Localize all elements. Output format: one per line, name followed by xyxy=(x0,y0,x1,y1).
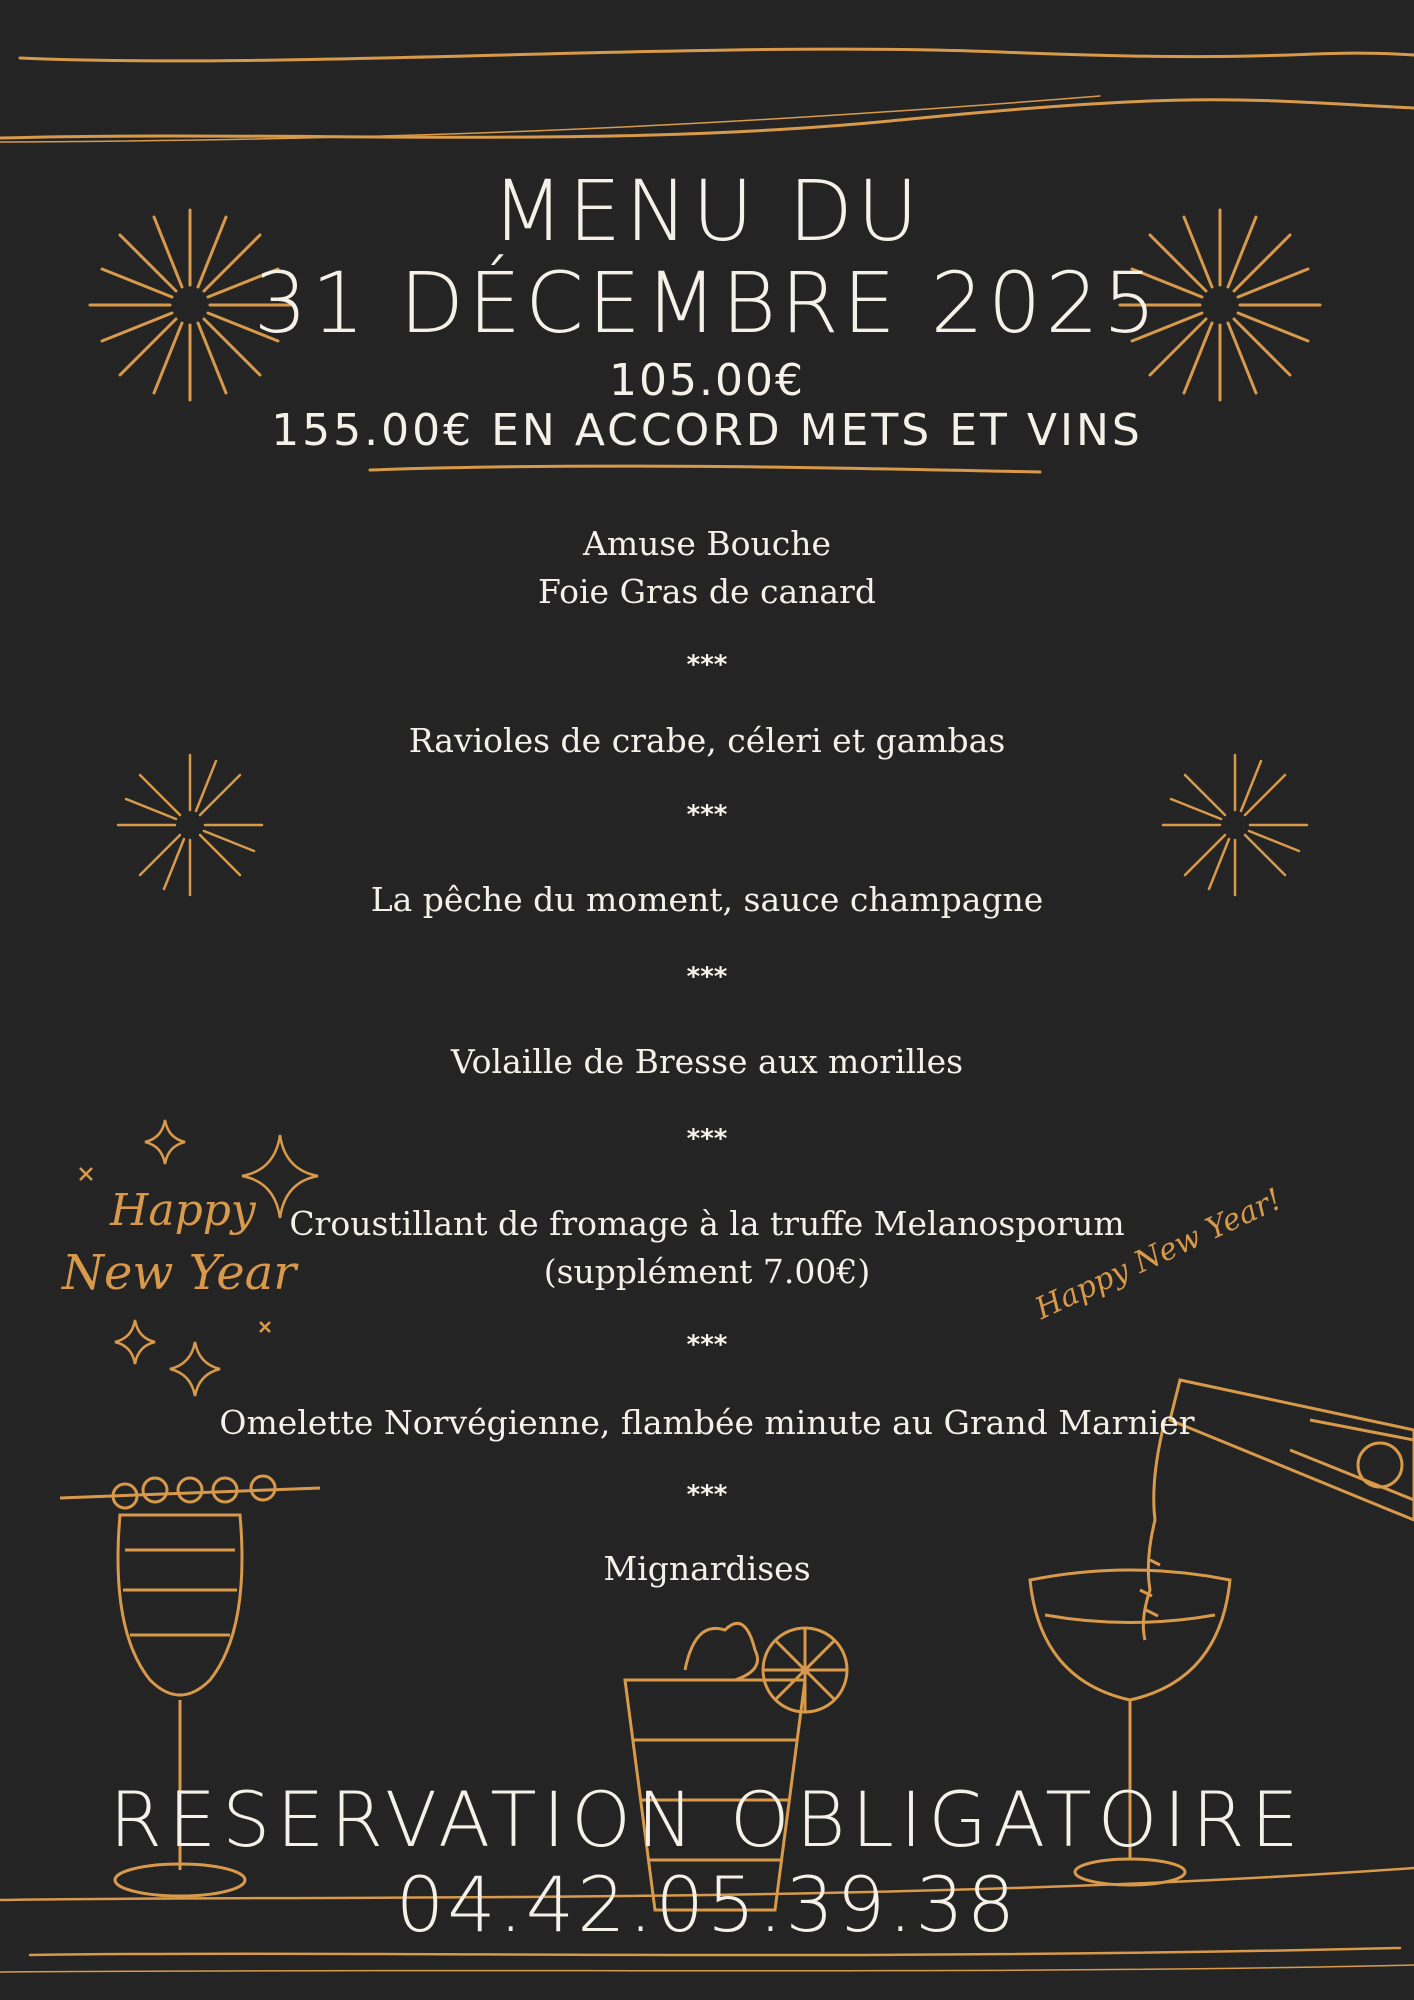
course-separator: *** xyxy=(686,962,728,992)
reservation-required-text: RESERVATION OBLIGATOIRE xyxy=(109,1775,1305,1864)
menu-price: 105.00€ xyxy=(609,355,805,406)
course-separator: *** xyxy=(686,1330,728,1360)
title-line-1: MENU DU xyxy=(491,162,923,260)
phone-number: 04.42.05.39.38 xyxy=(395,1860,1019,1949)
happy-new-year-right-text: Happy New Year! xyxy=(1030,1181,1288,1327)
course-croustillant-supplement: (supplément 7.00€) xyxy=(543,1252,871,1291)
course-croustillant: Croustillant de fromage à la truffe Melanosporum xyxy=(289,1204,1125,1243)
course-peche: La pêche du moment, sauce champagne xyxy=(370,880,1044,919)
new-year-script-text: New Year xyxy=(62,1245,297,1301)
happy-script-text: Happy xyxy=(110,1185,256,1236)
menu-title xyxy=(0,162,1414,352)
course-amuse-bouche: Amuse Bouche xyxy=(583,524,831,563)
course-mignardises: Mignardises xyxy=(603,1549,811,1588)
course-separator: *** xyxy=(686,1480,728,1510)
title-line-2: 31 DÉCEMBRE 2025 xyxy=(253,254,1161,352)
course-omelette: Omelette Norvégienne, flambée minute au Grand Marnier xyxy=(219,1403,1195,1442)
course-ravioles: Ravioles de crabe, céleri et gambas xyxy=(408,721,1006,760)
course-volaille: Volaille de Bresse aux morilles xyxy=(450,1042,964,1081)
course-separator: *** xyxy=(686,800,728,830)
course-foie-gras: Foie Gras de canard xyxy=(538,572,876,611)
menu-price-pairing: 155.00€ EN ACCORD METS ET VINS xyxy=(271,405,1143,456)
course-separator: *** xyxy=(686,1124,728,1154)
course-separator: *** xyxy=(686,650,728,680)
